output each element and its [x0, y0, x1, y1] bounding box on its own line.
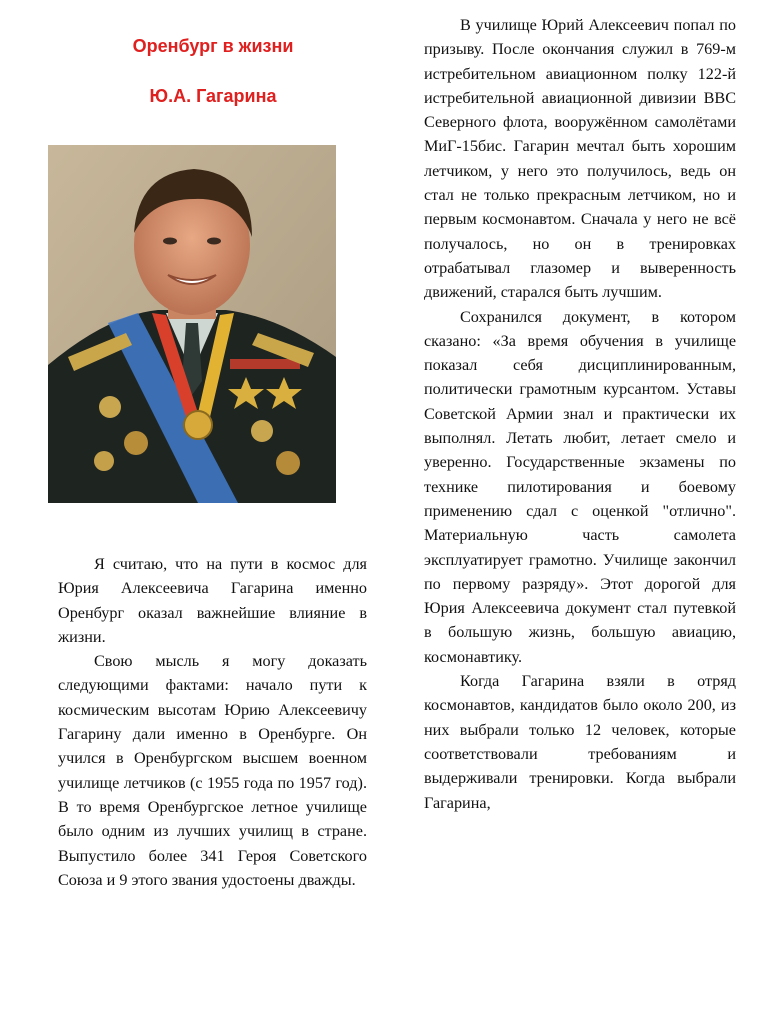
portrait-photo — [48, 145, 336, 503]
portrait-illustration — [48, 145, 336, 503]
paragraph: В училище Юрий Алексеевич попал по призыву. После окончания служил в 769-м истребительном авиационном полку 122-й истребительной авиационной дивизии ВВС Северного флота, вооружённом самолётами МиГ-15бис. Гагарин мечтал быть хорошим летчиком, у него это получилось, ведь он стал не только прекрасным летчиком, но и первым космонавтом. Сначала у него не всё получалось, но он в тренировках отрабатывал глазомер и выверенность движений, старался быть лучшим. — [424, 16, 736, 302]
paragraph: Когда Гагарина взяли в отряд космонавтов, кандидатов было около 200, из них выбрали только 12 человек, которые соответствовали требованиям и выдерживали тренировки. Когда выбрали Гагарина, — [424, 672, 736, 812]
page-title: Оренбург в жизни — [132, 36, 294, 56]
right-text-column — [424, 13, 736, 815]
page-subtitle: Ю.А. Гагарина — [149, 86, 277, 106]
left-text-column — [58, 552, 367, 892]
paragraph: Свою мысль я могу доказать следующими фактами: начало пути к космическим высотам Юрию Алексеевичу Гагарину дали именно в Оренбурге. Он учился в Оренбургском высшем военном училище летчиков (с 1955 года по 1957 год). В то время Оренбургское летное училище было одним из лучших училищ в стране. Выпустило более 341 Героя Советского Союза и 9 этого звания удостоены дважды. — [58, 652, 367, 889]
paragraph: Сохранился документ, в котором сказано: «За время обучения в училище показал себя дисциплинированным, политически грамотным курсантом. Уставы Советской Армии знал и практически их выполнял. Летать любит, летает смело и уверенно. Государственные экзамены по технике пилотирования и боевому применению сдал с оценкой "отлично". Материальную часть самолета эксплуатирует грамотно. Училище закончил по первому разряду». Этот дорогой для Юрия Алексеевича документ стал путевкой в большую жизнь, большую авиацию, космонавтику. — [424, 307, 736, 666]
paragraph: Я считаю, что на пути в космос для Юрия Алексеевича Гагарина именно Оренбург оказал важнейшие влияние в жизни. — [58, 555, 367, 646]
